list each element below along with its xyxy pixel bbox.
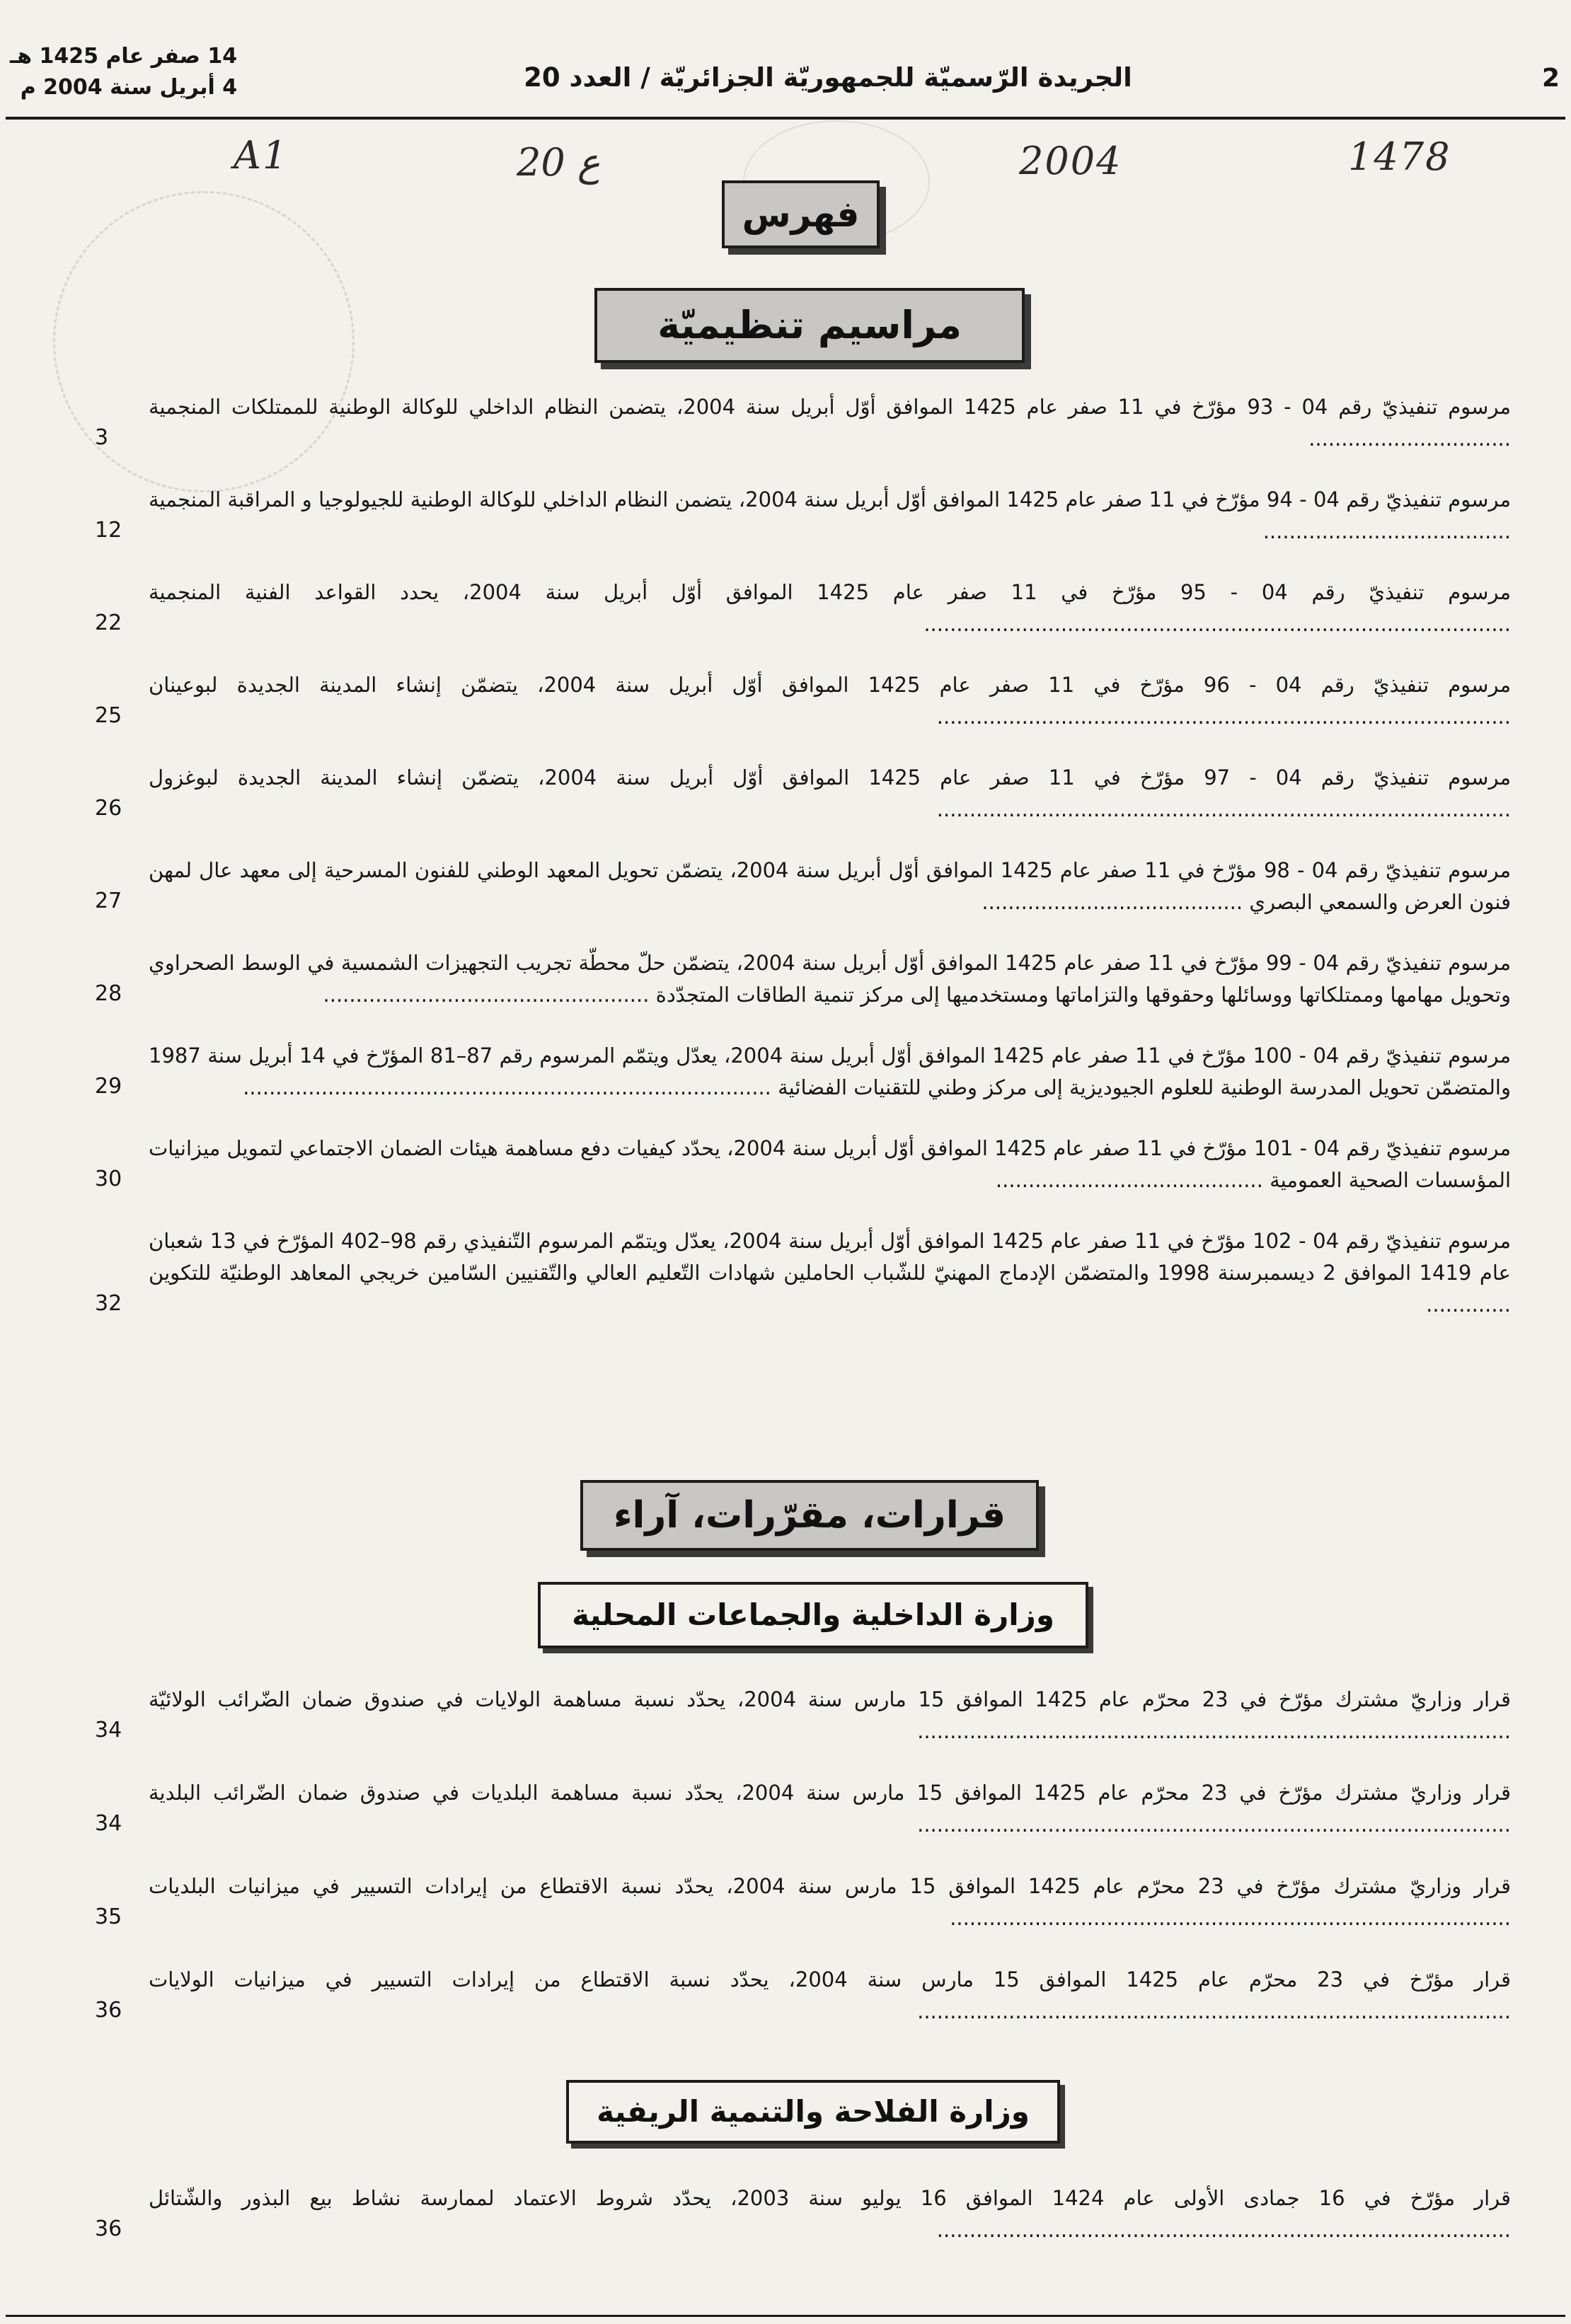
entry-page: 3 [95,425,109,450]
entry-page: 26 [95,796,122,821]
entry-page: 36 [95,2216,122,2241]
entry-text: مرسوم تنفيذيّ رقم 04 - 95 مؤرّخ في 11 صفر عام 1425 الموافق أوّل أبريل سنة 2004، يحدد القواعد الفنية المنجمية [149,580,1511,604]
list-item[interactable]: مرسوم تنفيذيّ رقم 04 - 93 مؤرّخ في 11 صفر عام 1425 الموافق أوّل أبريل سنة 2004، يتضمن النظام الداخلي للوكالة الوطنية للممتلكات المنجمية ............................... 3 [71,391,1511,455]
entry-text: قرار مؤرّخ في 23 محرّم عام 1425 الموافق 15 مارس سنة 2004، يحدّد نسبة الاقتطاع من إيرادات التسيير في ميزانيات الولايات [149,1967,1512,1991]
entry-page: 29 [95,1074,122,1099]
section-title-decisions: قرارات، مقرّرات، آراء [580,1480,1039,1551]
decrees-list [71,391,1511,1321]
ministry-title-agriculture: وزارة الفلاحة والتنمية الريفية [566,2080,1060,2144]
entry-page: 27 [95,889,122,913]
list-item[interactable]: مرسوم تنفيذيّ رقم 04 - 99 مؤرّخ في 11 صفر عام 1425 الموافق أوّل أبريل سنة 2004، يتضمّن حلّ محطّة تجريب التجهيزات الشمسية في الوسط الصحراوي وتحويل مهامها وممتلكاتها ووسائلها وحقوقها والتزاماتها ومستخدميها إلى مركز تنمية الطاقات المتجدّدة .................................................. 28 [71,947,1511,1011]
list-item[interactable]: قرار وزاريّ مشترك مؤرّخ في 23 محرّم عام 1425 الموافق 15 مارس سنة 2004، يحدّد نسبة مساهمة البلديات في صندوق ضمان الضّرائب البلدية ........................................................................................... 34 [71,1777,1511,1841]
entry-text: مرسوم تنفيذيّ رقم 04 - 93 مؤرّخ في 11 صفر عام 1425 الموافق أوّل أبريل سنة 2004، يتضمن النظام الداخلي للوكالة الوطنية للممتلكات المنجمية [149,395,1512,419]
list-item[interactable]: مرسوم تنفيذيّ رقم 04 - 100 مؤرّخ في 11 صفر عام 1425 الموافق أوّل أبريل سنة 2004، يعدّل ويتمّم المرسوم رقم 87–81 المؤرّخ في 14 أبريل سنة 1987 والمتضمّن تحويل المدرسة الوطنية للعلوم الجيوديزية إلى مركز وطني للتقنيات الفضائية ................................................................................. 29 [71,1040,1511,1104]
agriculture-list [71,2183,1511,2246]
entry-page: 22 [95,611,122,635]
handwritten-code: A1 [234,133,289,178]
entry-page: 30 [95,1167,122,1191]
entry-page: 34 [95,1811,122,1836]
list-item[interactable]: قرار وزاريّ مشترك مؤرّخ في 23 محرّم عام 1425 الموافق 15 مارس سنة 2004، يحدّد نسبة مساهمة الولايات في صندوق ضمان الضّرائب الولائيّة ........................................................................................... 34 [71,1684,1511,1747]
header-page-number: 2 [1541,64,1560,93]
index-title: فهرس [722,180,880,248]
interior-list [71,1684,1511,2028]
entry-text: مرسوم تنفيذيّ رقم 04 - 98 مؤرّخ في 11 صفر عام 1425 الموافق أوّل أبريل سنة 2004، يتضمّن تحويل المعهد الوطني للفنون المسرحية إلى معهد عال لمهن فنون العرض والسمعي البصري [149,858,1512,914]
header-date-gregorian: 4 أبريل سنة 2004 م [20,75,238,100]
entry-page: 32 [95,1291,122,1316]
entry-text: قرار وزاريّ مشترك مؤرّخ في 23 محرّم عام 1425 الموافق 15 مارس سنة 2004، يحدّد نسبة مساهمة الولايات في صندوق ضمان الضّرائب الولائيّة [149,1687,1511,1711]
section-title-decrees: مراسيم تنظيميّة [594,288,1025,363]
list-item[interactable]: مرسوم تنفيذيّ رقم 04 - 98 مؤرّخ في 11 صفر عام 1425 الموافق أوّل أبريل سنة 2004، يتضمّن تحويل المعهد الوطني للفنون المسرحية إلى معهد عال لمهن فنون العرض والسمعي البصري ........................................ 27 [71,855,1511,918]
entry-page: 25 [95,703,122,728]
entry-text: مرسوم تنفيذيّ رقم 04 - 96 مؤرّخ في 11 صفر عام 1425 الموافق أوّل أبريل سنة 2004، يتضمّن إنشاء المدينة الجديدة لبوعينان [149,673,1512,697]
entry-text: مرسوم تنفيذيّ رقم 04 - 94 مؤرّخ في 11 صفر عام 1425 الموافق أوّل أبريل سنة 2004، يتضمن النظام الداخلي للوكالة الوطنية للجيولوجيا و المراقبة المنجمية [149,487,1512,511]
entry-text: قرار مؤرّخ في 16 جمادى الأولى عام 1424 الموافق 16 يوليو سنة 2003، يحدّد شروط الاعتماد لممارسة نشاط بيع البذور والشّتائل [149,2186,1512,2210]
entry-text: مرسوم تنفيذيّ رقم 04 - 97 مؤرّخ في 11 صفر عام 1425 الموافق أوّل أبريل سنة 2004، يتضمّن إنشاء المدينة الجديدة لبوغزول [149,765,1512,790]
list-item[interactable]: مرسوم تنفيذيّ رقم 04 - 97 مؤرّخ في 11 صفر عام 1425 الموافق أوّل أبريل سنة 2004، يتضمّن إنشاء المدينة الجديدة لبوغزول ........................................................................................ 26 [71,762,1511,826]
entry-text: مرسوم تنفيذيّ رقم 04 - 100 مؤرّخ في 11 صفر عام 1425 الموافق أوّل أبريل سنة 2004، يعدّل ويتمّم المرسوم رقم 87–81 المؤرّخ في 14 أبريل سنة 1987 والمتضمّن تحويل المدرسة الوطنية للعلوم الجيوديزية إلى مركز وطني للتقنيات الفضائية [149,1044,1511,1099]
handwritten-issue: 20 ع [517,140,601,185]
entry-page: 34 [95,1718,122,1742]
entry-text: قرار وزاريّ مشترك مؤرّخ في 23 محرّم عام 1425 الموافق 15 مارس سنة 2004، يحدّد نسبة الاقتطاع من إيرادات التسيير في ميزانيات البلديات [149,1874,1512,1898]
ministry-title-interior: وزارة الداخلية والجماعات المحلية [538,1582,1088,1648]
list-item[interactable]: قرار وزاريّ مشترك مؤرّخ في 23 محرّم عام 1425 الموافق 15 مارس سنة 2004، يحدّد نسبة الاقتطاع من إيرادات التسيير في ميزانيات البلديات ...................................................................................... 35 [71,1871,1511,1934]
entry-page: 12 [95,518,122,543]
header-date-hijri: 14 صفر عام 1425 هـ [10,44,238,69]
header-title: الجريدة الرّسميّة للجمهوريّة الجزائريّة / العدد 20 [524,62,1132,93]
entry-page: 36 [95,1998,122,2023]
list-item[interactable]: مرسوم تنفيذيّ رقم 04 - 95 مؤرّخ في 11 صفر عام 1425 الموافق أوّل أبريل سنة 2004، يحدد القواعد الفنية المنجمية .......................................................................................... 22 [71,577,1511,640]
page-bottom-rule [6,2315,1565,2317]
list-item[interactable]: مرسوم تنفيذيّ رقم 04 - 96 مؤرّخ في 11 صفر عام 1425 الموافق أوّل أبريل سنة 2004، يتضمّن إنشاء المدينة الجديدة لبوعينان ........................................................................................ 25 [71,669,1511,733]
entry-text: مرسوم تنفيذيّ رقم 04 - 102 مؤرّخ في 11 صفر عام 1425 الموافق أوّل أبريل سنة 2004، يعدّل ويتمّم المرسوم التّنفيذي رقم 98–402 المؤرّخ في 13 شعبان عام 1419 الموافق 2 ديسمبرسنة 1998 والمتضمّن الإدماج المهنيّ للشّباب الحاملين شهادات التّعليم العالي والتّقنيين السّامين خريجي المعاهد الوطنيّة للتكوين [149,1229,1511,1285]
list-item[interactable]: مرسوم تنفيذيّ رقم 04 - 101 مؤرّخ في 11 صفر عام 1425 الموافق أوّل أبريل سنة 2004، يحدّد كيفيات دفع مساهمة هيئات الضمان الاجتماعي لتمويل ميزانيات المؤسسات الصحية العمومية ......................................... 30 [71,1133,1511,1196]
header-rule [6,117,1565,120]
list-item[interactable]: قرار مؤرّخ في 16 جمادى الأولى عام 1424 الموافق 16 يوليو سنة 2003، يحدّد شروط الاعتماد لممارسة نشاط بيع البذور والشّتائل ........................................................................................ 36 [71,2183,1511,2246]
handwritten-year: 2004 [1019,139,1122,183]
entry-text: مرسوم تنفيذيّ رقم 04 - 101 مؤرّخ في 11 صفر عام 1425 الموافق أوّل أبريل سنة 2004، يحدّد كيفيات دفع مساهمة هيئات الضمان الاجتماعي لتمويل ميزانيات المؤسسات الصحية العمومية [149,1136,1512,1192]
entry-text: مرسوم تنفيذيّ رقم 04 - 99 مؤرّخ في 11 صفر عام 1425 الموافق أوّل أبريل سنة 2004، يتضمّن حلّ محطّة تجريب التجهيزات الشمسية في الوسط الصحراوي وتحويل مهامها وممتلكاتها ووسائلها وحقوقها والتزاماتها ومستخدميها إلى مركز تنمية الطاقات المتجدّدة [149,951,1511,1007]
header-dates [10,41,237,103]
list-item[interactable]: قرار مؤرّخ في 23 محرّم عام 1425 الموافق 15 مارس سنة 2004، يحدّد نسبة الاقتطاع من إيرادات التسيير في ميزانيات الولايات ........................................................................................... 36 [71,1964,1511,2028]
list-item[interactable]: مرسوم تنفيذيّ رقم 04 - 102 مؤرّخ في 11 صفر عام 1425 الموافق أوّل أبريل سنة 2004، يعدّل ويتمّم المرسوم التّنفيذي رقم 98–402 المؤرّخ في 13 شعبان عام 1419 الموافق 2 ديسمبرسنة 1998 والمتضمّن الإدماج المهنيّ للشّباب الحاملين شهادات التّعليم العالي والتّقنيين السّامين خريجي المعاهد الوطنيّة للتكوين ............. 32 [71,1225,1511,1321]
handwritten-ref: 1478 [1348,134,1451,179]
entry-page: 28 [95,981,122,1006]
list-item[interactable]: مرسوم تنفيذيّ رقم 04 - 94 مؤرّخ في 11 صفر عام 1425 الموافق أوّل أبريل سنة 2004، يتضمن النظام الداخلي للوكالة الوطنية للجيولوجيا و المراقبة المنجمية ...................................... 12 [71,484,1511,548]
entry-text: قرار وزاريّ مشترك مؤرّخ في 23 محرّم عام 1425 الموافق 15 مارس سنة 2004، يحدّد نسبة مساهمة البلديات في صندوق ضمان الضّرائب البلدية [149,1781,1512,1805]
entry-page: 35 [95,1904,122,1929]
